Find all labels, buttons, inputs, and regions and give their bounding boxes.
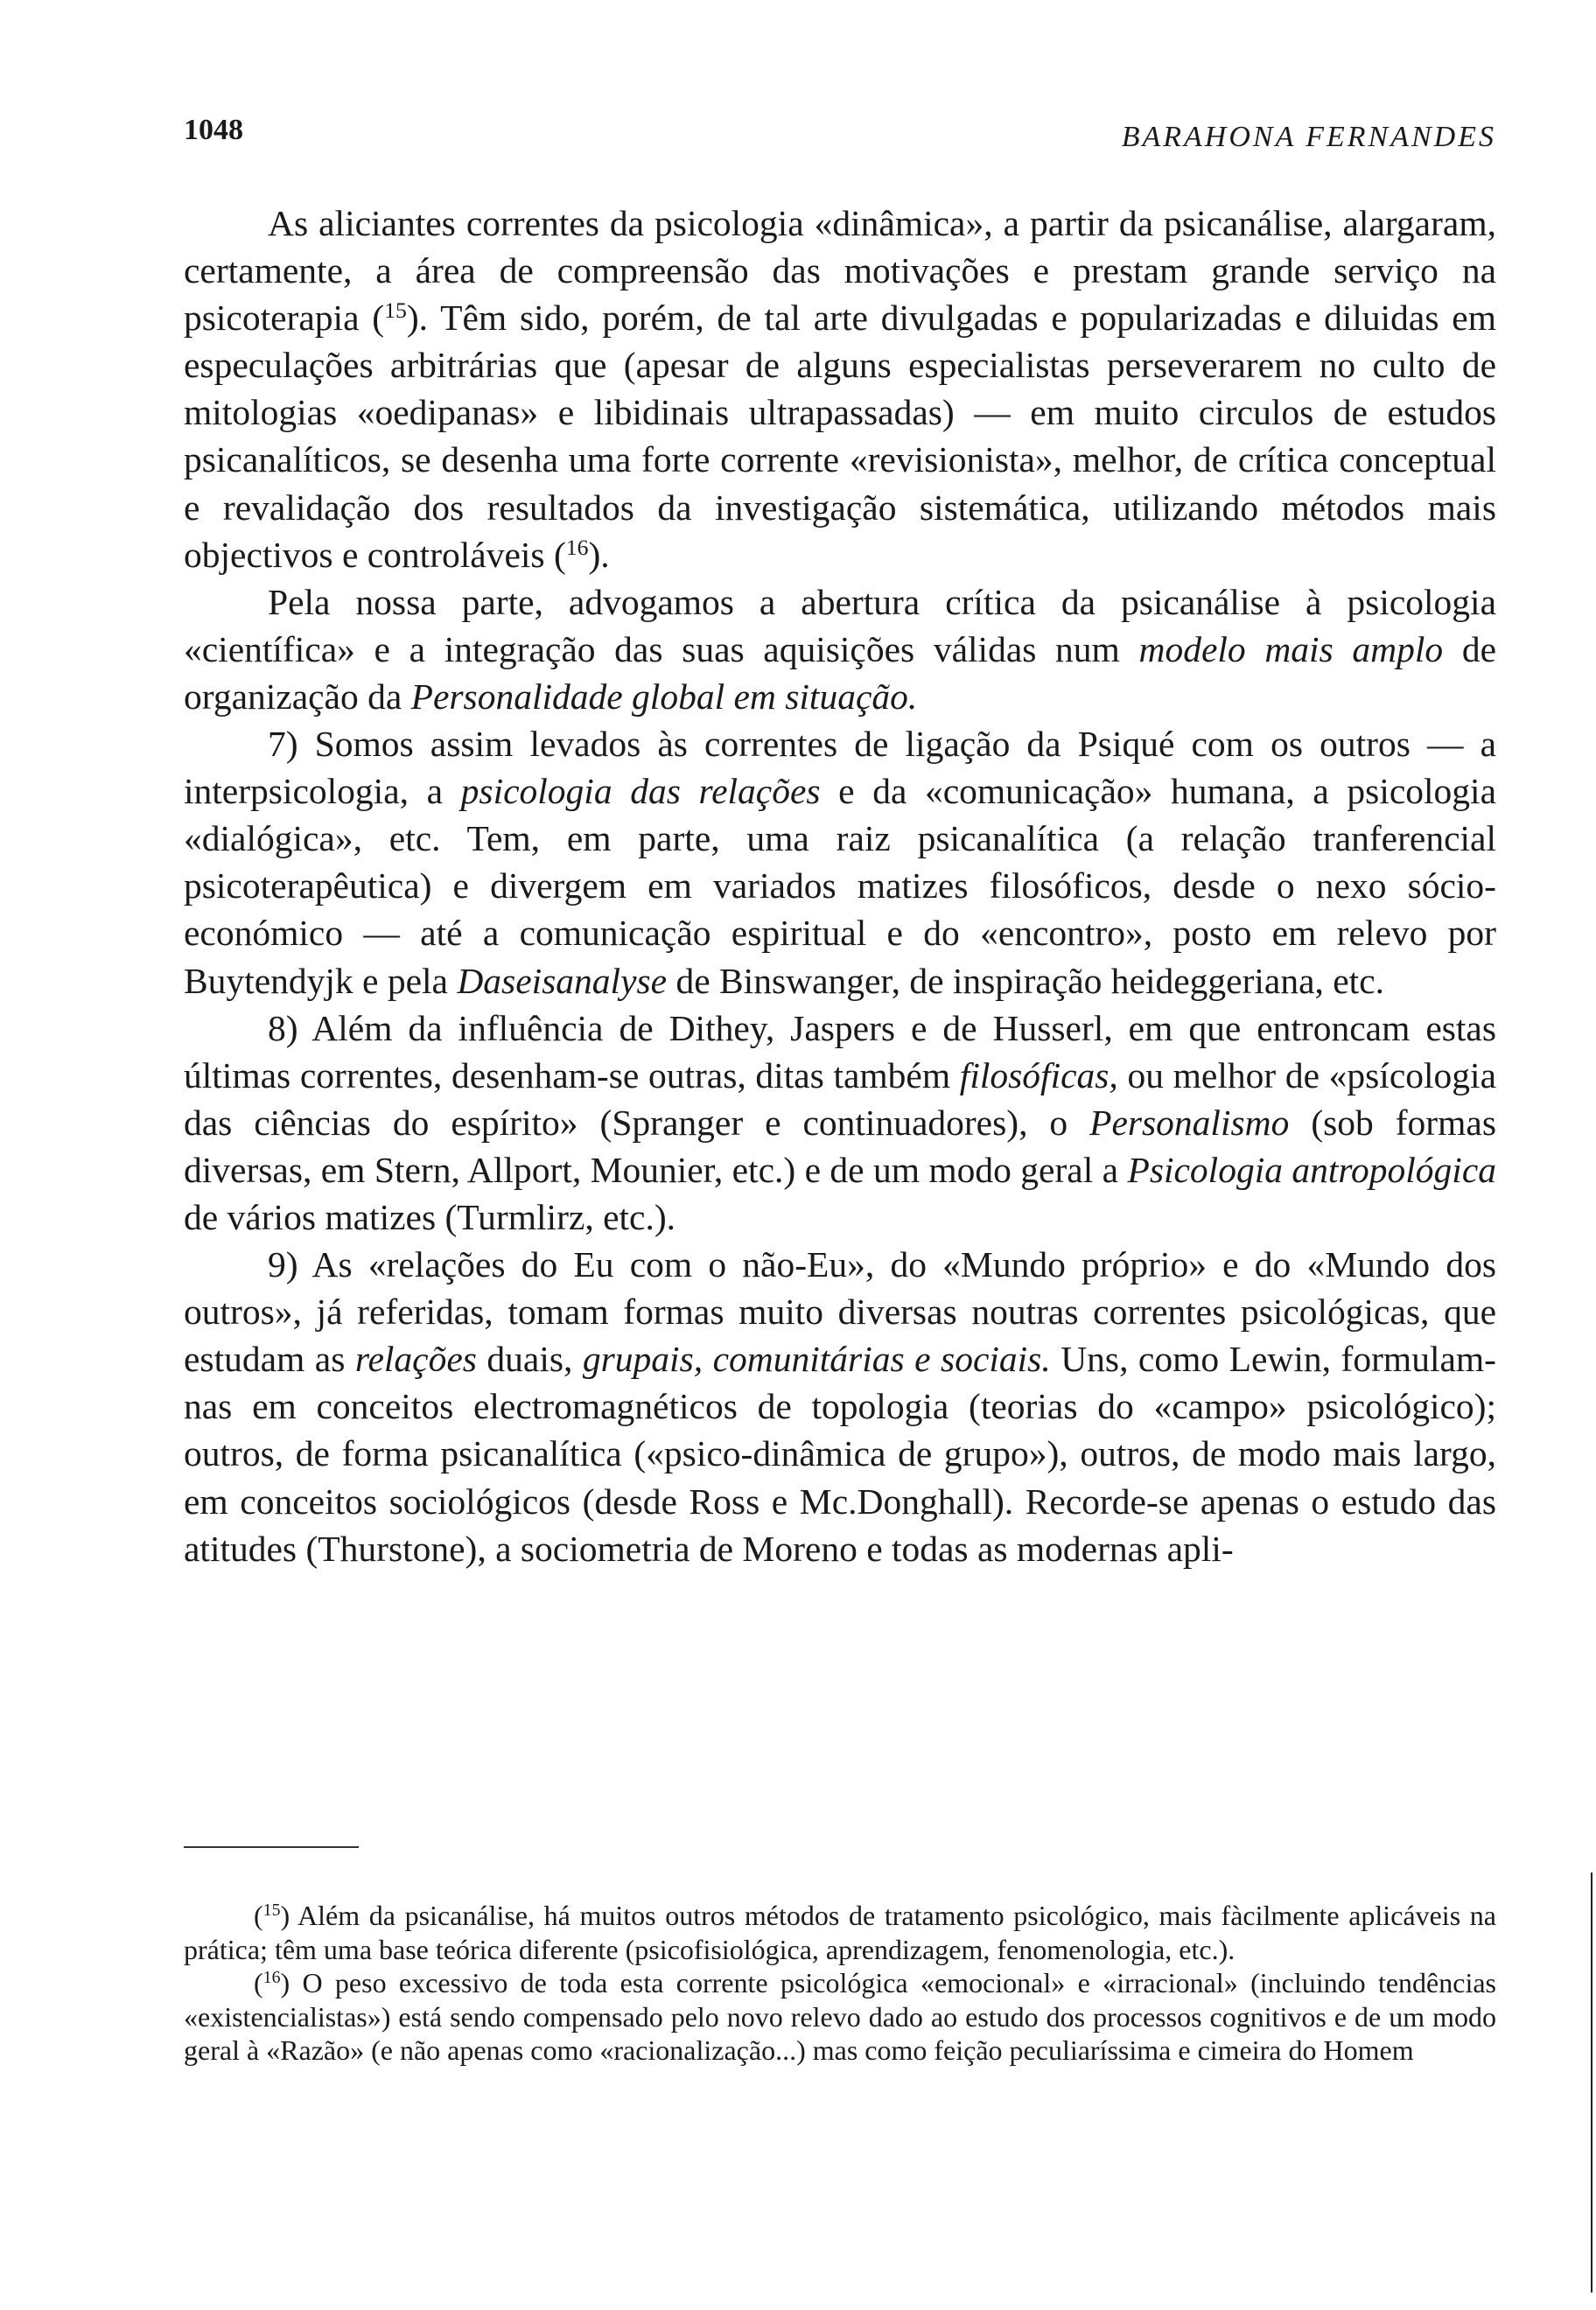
text-run: 9) As «relações do Eu com o não-Eu», do «Mundo próprio» e do «Mundo dos outros», já referidas, tomam formas muito diversas noutras correntes psicológicas, que estudam as <box>184 1244 1496 1380</box>
text-run: As aliciantes correntes da psicologia «dinâmica», a partir da psicanálise, alargaram, certamente, a área de compreensão das motivações e prestam grande serviço na psicoterapia ( <box>184 203 1496 339</box>
text-run: ) Além da psicanálise, há muitos outros métodos de tratamento psicológico, mais fàcilmente aplicáveis na prática; têm uma base teórica diferente (psicofisiológica, aprendizagem, fenomenologia, etc.). <box>184 1900 1496 1965</box>
italic-text: Personalismo <box>1089 1102 1290 1143</box>
paragraph <box>184 1241 1496 1572</box>
running-head: BARAHONA FERNANDES <box>1121 121 1496 153</box>
footnote <box>184 1899 1496 1966</box>
text-run: de vários matizes (Turmlirz, etc.). <box>184 1196 676 1237</box>
reference-number: 16 <box>262 1968 281 1988</box>
text-run: ). <box>588 534 610 575</box>
text-run: ( <box>254 1967 263 1998</box>
italic-text: Psicologia antropológica <box>1127 1149 1496 1190</box>
paragraph <box>184 578 1496 720</box>
footnotes <box>184 1899 1496 2068</box>
text-run: ou melhor de «psícologia das ciências do espírito» (Spranger e continuadores), o <box>184 1054 1496 1143</box>
reference-number: 16 <box>565 534 589 560</box>
italic-text: relações <box>354 1339 477 1380</box>
paragraph <box>184 720 1496 1004</box>
text-run: duais, <box>476 1339 583 1380</box>
text-run: ( <box>254 1900 263 1931</box>
reference-number: 15 <box>262 1900 281 1921</box>
italic-text: filosóficas, <box>959 1054 1118 1096</box>
text-run: de organização da <box>184 628 1496 717</box>
text-run <box>703 1339 713 1379</box>
footnote <box>184 1966 1496 2068</box>
italic-text: psicologia das relações <box>460 771 821 812</box>
paragraph <box>184 1004 1496 1241</box>
text-run: Pela nossa parte, advogamos a abertura crítica da psicanálise à psicologia «científica» e a integração das suas aquisições válidas num <box>184 581 1496 669</box>
reference-number: 15 <box>384 298 407 324</box>
text-run: e da «comunicação» humana, a psicologia «dialógica», etc. Tem, em parte, uma raiz psicanalítica (a relação tranferencial psicoterapêutica) e divergem em variados matizes filosóficos, desde o nexo sócio-económico — até a comunicação espiritual e do «encontro», posto em relevo por Buytendyjk e pela <box>184 771 1496 1001</box>
paragraph <box>184 200 1496 578</box>
text-run: 8) Além da influência de Dithey, Jaspers e de Husserl, em que entroncam estas últimas correntes, desenham-se outras, ditas também <box>184 1007 1496 1096</box>
text-run: de Binswanger, de inspiração heideggeriana, etc. <box>667 960 1385 1001</box>
text-run: ). Têm sido, porém, de tal arte divulgadas e popularizadas e diluidas em especulações arbitrárias que (apesar de alguns especialistas perseverarem no culto de mitologias «oedipanas» e libidinais ultrapassadas) — em muito circulos de estudos psicanalíticos, se desenha uma forte corrente «revisionista», melhor, de crítica conceptual e revalidação dos resultados da investigação sistemática, utilizando métodos mais objectivos e controláveis ( <box>184 298 1496 575</box>
text-run: Uns, como Lewin, formulam-nas em conceitos electromagnéticos de topologia (teorias do «campo» psicológico); outros, de forma psicanalítica («psico-dinâmica de grupo»), outros, de modo mais largo, em conceitos sociológicos (desde Ross e Mc.Donghall). Recorde-se apenas o estudo das atitudes (Thurstone), a sociometria de Moreno e todas as modernas apli- <box>184 1339 1496 1569</box>
italic-text: grupais, <box>582 1339 704 1380</box>
body-text <box>184 200 1496 1572</box>
italic-text: Personalidade global em situação. <box>410 676 918 717</box>
italic-text: modelo mais amplo <box>1138 628 1444 669</box>
text-run: 7) Somos assim levados às correntes de ligação da Psiqué com os outros — a interpsicologia, a <box>184 724 1496 812</box>
page-number: 1048 <box>184 114 243 146</box>
text-run: (sob formas diversas, em Stern, Allport, Mounier, etc.) e de um modo geral a <box>184 1102 1496 1190</box>
text-run: ) O peso excessivo de toda esta corrente psicológica «emocional» e «irracional» (incluindo tendências «existencialistas») está sendo compensado pelo novo relevo dado ao estudo dos processos cognitivos e de um modo geral à «Razão» (e não apenas como «racionalização...) mas como feição peculiaríssima e cimeira do Homem <box>184 1967 1496 2066</box>
page-header <box>184 114 1496 166</box>
footnote-divider <box>184 1846 359 1848</box>
page-edge-mark <box>1591 1872 1592 2292</box>
italic-text: Daseisanalyse <box>457 960 668 1001</box>
italic-text: comunitárias e sociais. <box>712 1339 1051 1380</box>
